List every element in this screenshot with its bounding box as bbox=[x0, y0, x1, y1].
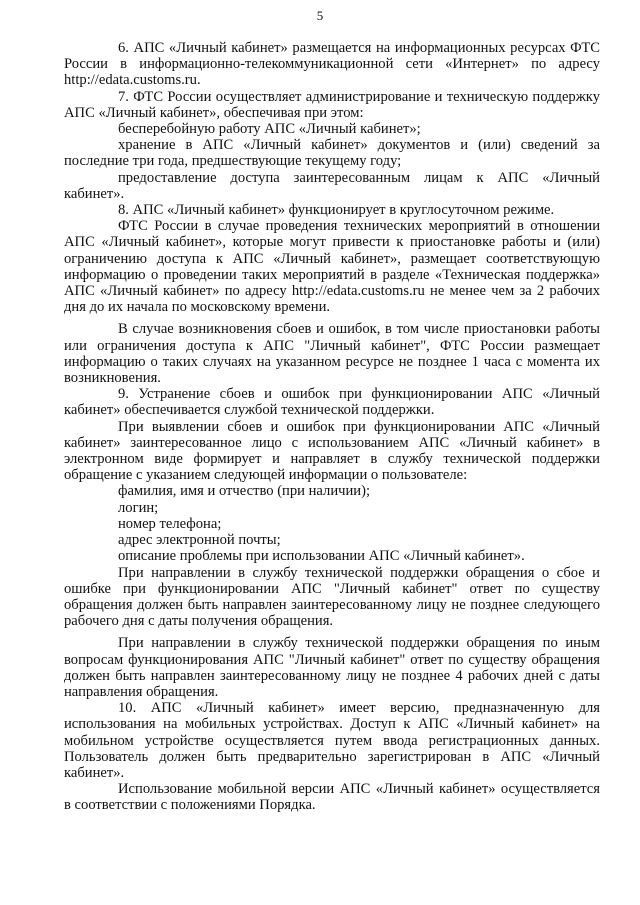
paragraph-9: 9. Устранение сбоев и ошибок при функционировании АПС «Личный кабинет» обеспечивается службой технической поддержки. bbox=[64, 386, 600, 419]
page-number: 5 bbox=[316, 8, 324, 23]
list-item: бесперебойную работу АПС «Личный кабинет»; bbox=[118, 121, 421, 138]
list-item: адрес электронной почты; bbox=[118, 532, 281, 549]
list-item: описание проблемы при использовании АПС «Личный кабинет». bbox=[118, 548, 525, 565]
list-item: логин; bbox=[118, 499, 159, 516]
paragraph: При направлении в службу технической поддержки обращения по иным вопросам функционирования АПС "Личный кабинет" ответ по существу обращения должен быть направлен заинтересованному лицу не позднее 4 рабочих дней с даты направления обращения. bbox=[64, 635, 600, 700]
list-item: хранение в АПС «Личный кабинет» документов и (или) сведений за последние три года, предшествующие текущему году; bbox=[64, 137, 600, 170]
paragraph: В случае возникновения сбоев и ошибок, в том числе приостановки работы или ограничения доступа к АПС "Личный кабинет", ФТС России размещает информацию о таких случаях на указанном ресурсе не позднее 1 часа с момента их возникновения. bbox=[64, 321, 600, 387]
document-body bbox=[64, 40, 600, 814]
paragraph-6: 6. АПС «Личный кабинет» размещается на информационных ресурсах ФТС России в информационно-телекоммуникационной сети «Интернет» по адресу http://edata.customs.ru. bbox=[64, 40, 600, 89]
paragraph: ФТС России в случае проведения технических мероприятий в отношении АПС «Личный кабинет», которые могут привести к приостановке работы и (или) ограничению доступа к АПС «Личный кабинет», размещает соответствующую информацию о проведении таких мероприятий в разделе «Техническая поддержка» АПС «Личный кабинет» по адресу http://edata.customs.ru не менее чем за 2 рабочих дня до их начала по московскому времени. bbox=[64, 218, 600, 316]
paragraph: При направлении в службу технической поддержки обращения о сбое и ошибке при функционировании АПС "Личный кабинет" ответ по существу обращения должен быть направлен заинтересованному лицу не позднее следующего рабочего дня с даты получения обращения. bbox=[64, 564, 600, 630]
paragraph-7: 7. ФТС России осуществляет администрирование и техническую поддержку АПС «Личный кабинет», обеспечивая при этом: bbox=[64, 88, 600, 121]
paragraph-10: 10. АПС «Личный кабинет» имеет версию, предназначенную для использования на мобильных устройствах. Доступ к АПС «Личный кабинет» на мобильном устройстве осуществляется путем ввода регистрационных данных. Пользователь должен быть предварительно зарегистрирован в АПС «Личный кабинет». bbox=[64, 700, 600, 781]
paragraph: Использование мобильной версии АПС «Личный кабинет» осуществляется в соответствии с положениями Порядка. bbox=[64, 781, 600, 814]
paragraph-8: 8. АПС «Личный кабинет» функционирует в круглосуточном режиме. bbox=[118, 202, 555, 219]
list-item: предоставление доступа заинтересованным лицам к АПС «Личный кабинет». bbox=[64, 169, 600, 202]
list-item: номер телефона; bbox=[118, 515, 222, 532]
paragraph: При выявлении сбоев и ошибок при функционировании АПС «Личный кабинет» заинтересованное лицо с использованием АПС «Личный кабинет» в электронном виде формирует и направляет в службу технической поддержки обращение с указанием следующей информации о пользователе: bbox=[64, 418, 600, 484]
list-item: фамилия, имя и отчество (при наличии); bbox=[118, 483, 371, 500]
